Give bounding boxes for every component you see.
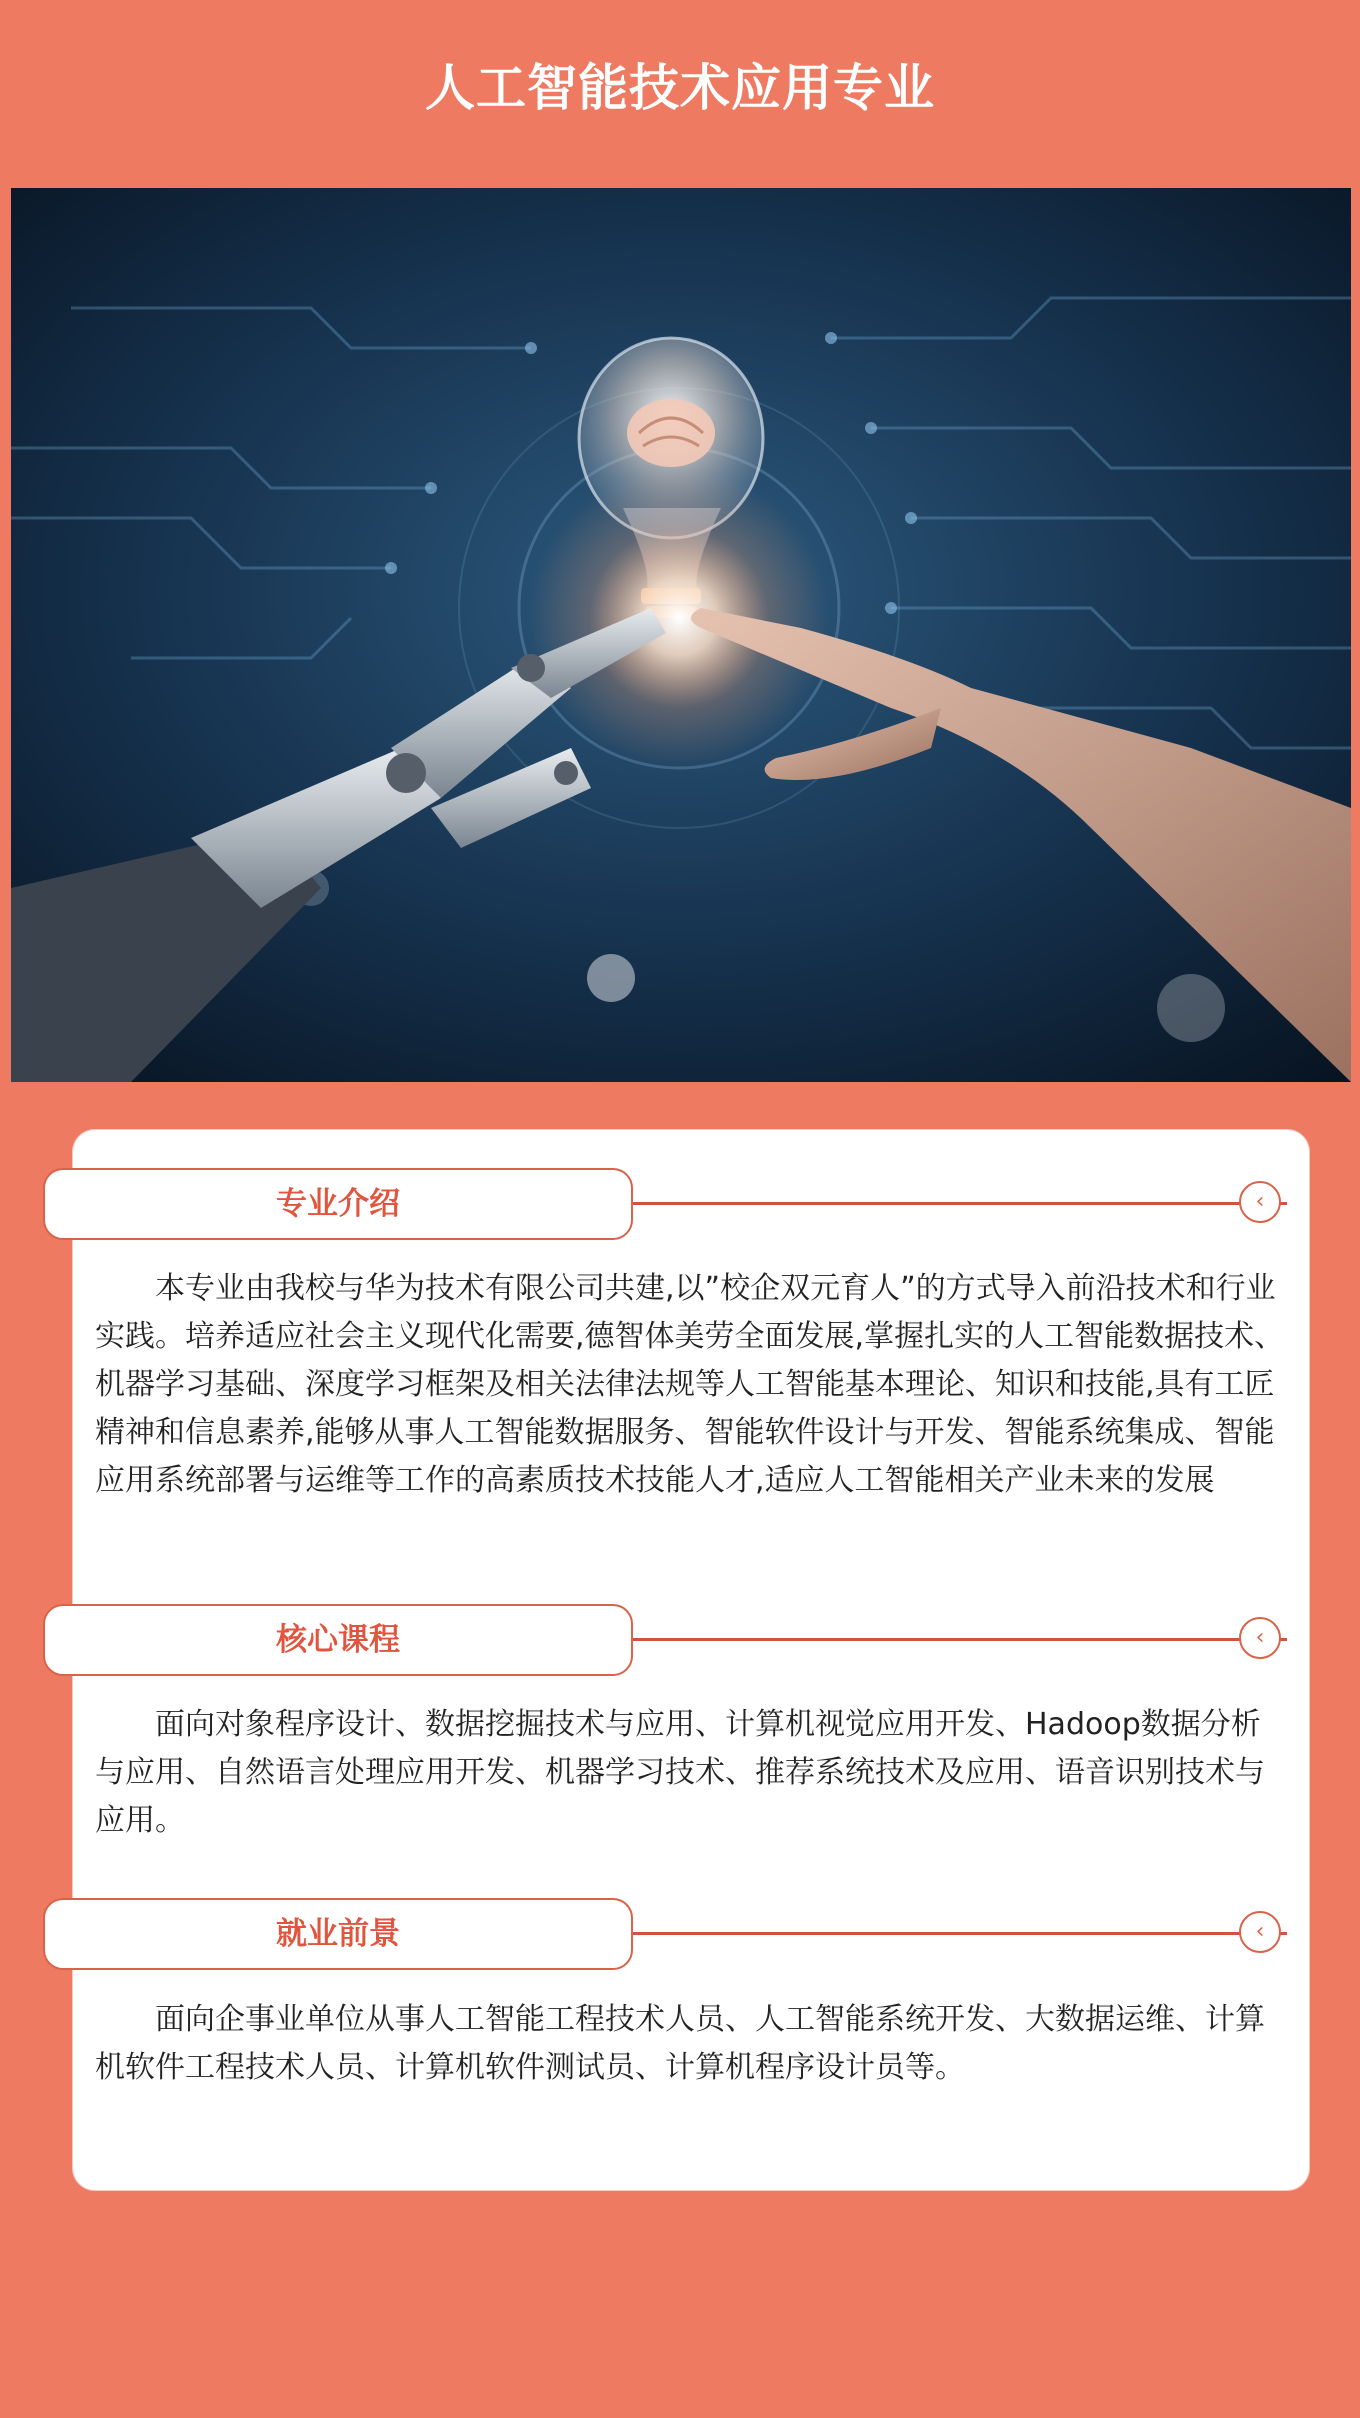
chevron-left-icon: ‹ <box>1239 1617 1281 1659</box>
divider <box>633 1638 1287 1641</box>
section-header-career-prospects <box>43 1898 1293 1974</box>
divider <box>633 1932 1287 1935</box>
section-text-core-courses: 面向对象程序设计、数据挖掘技术与应用、计算机视觉应用开发、Hadoop数据分析与应用、自然语言处理应用开发、机器学习技术、推荐系统技术及应用、语音识别技术与应用。 <box>95 1707 1265 1838</box>
section-text-career-prospects: 面向企事业单位从事人工智能工程技术人员、人工智能系统开发、大数据运维、计算机软件工程技术人员、计算机软件测试员、计算机程序设计员等。 <box>95 2002 1265 2085</box>
hero-image <box>11 188 1351 1082</box>
section-heading: 就业前景 <box>276 1916 400 1952</box>
section-header-core-courses <box>43 1604 1293 1680</box>
divider <box>633 1202 1287 1205</box>
page-title: 人工智能技术应用专业 <box>425 59 935 117</box>
chevron-left-icon: ‹ <box>1239 1181 1281 1223</box>
section-text-major-intro: 本专业由我校与华为技术有限公司共建,以”校企双元育人”的方式导入前沿技术和行业实践。培养适应社会主义现代化需要,德智体美劳全面发展,掌握扎实的人工智能数据技术、机器学习基础、深度学习框架及相关法律法规等人工智能基本理论、知识和技能,具有工匠精神和信息素养,能够从事人工智能数据服务、智能软件设计与开发、智能系统集成、智能应用系统部署与运维等工作的高素质技术技能人才,适应人工智能相关产业未来的发展 <box>95 1271 1285 1498</box>
section-heading: 核心课程 <box>276 1622 400 1658</box>
section-header-major-intro <box>43 1168 1293 1244</box>
chevron-left-icon: ‹ <box>1239 1911 1281 1953</box>
section-heading: 专业介绍 <box>276 1186 400 1222</box>
